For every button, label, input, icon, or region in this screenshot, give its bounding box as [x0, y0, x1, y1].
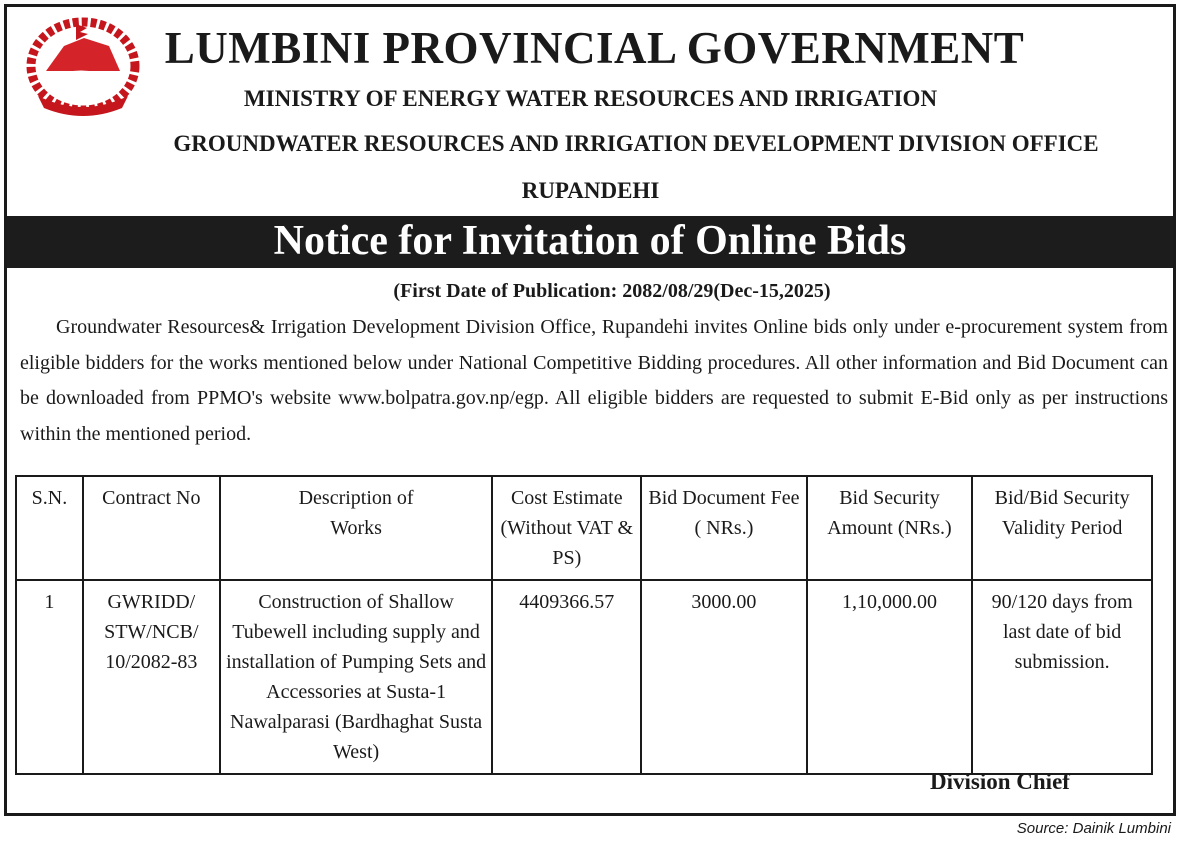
cell-bid-security: 1,10,000.00	[807, 580, 973, 774]
source-credit: Source: Dainik Lumbini	[1016, 820, 1171, 837]
government-title: LUMBINI PROVINCIAL GOVERNMENT	[164, 23, 1025, 73]
district-name: RUPANDEHI	[521, 178, 660, 203]
ministry-name: MINISTRY OF ENERGY WATER RESOURCES AND IRRIGATION	[243, 86, 938, 111]
header-sn: S.N.	[16, 476, 83, 580]
header-cost-estimate: Cost Estimate (Without VAT & PS)	[492, 476, 641, 580]
publication-date: (First Date of Publication: 2082/08/29(Dec-15,2025)	[393, 280, 831, 302]
table-header-row	[16, 476, 1152, 580]
bid-table	[15, 475, 1153, 775]
header-contract-no: Contract No	[83, 476, 220, 580]
cell-sn: 1	[16, 580, 83, 774]
notice-title: Notice for Invitation of Online Bids	[7, 216, 1173, 268]
cell-description: Construction of Shallow Tubewell including supply and installation of Pumping Sets and Accessories at Susta-1 Nawalparasi (Bardhaghat Susta West)	[220, 580, 493, 774]
cell-validity: 90/120 days from last date of bid submission.	[972, 580, 1152, 774]
header-description: Description of Works	[220, 476, 493, 580]
cell-cost-estimate: 4409366.57	[492, 580, 641, 774]
cell-bid-fee: 3000.00	[641, 580, 807, 774]
office-name: GROUNDWATER RESOURCES AND IRRIGATION DEVELOPMENT DIVISION OFFICE	[173, 131, 1099, 156]
notice-body: Groundwater Resources& Irrigation Development Division Office, Rupandehi invites Online bids only under e-procurement system from eligible bidders for the works mentioned below under National Competitive Bidding procedures. All other information and Bid Document can be downloaded from PPMO's website www.bolpatra.gov.np/egp. All eligible bidders are requested to submit E-Bid only as per instructions within the mentioned period.	[20, 316, 1168, 445]
header-bid-security: Bid Security Amount (NRs.)	[807, 476, 973, 580]
signature: Division Chief	[930, 769, 1070, 794]
table-row	[16, 580, 1152, 774]
header-validity: Bid/Bid Security Validity Period	[972, 476, 1152, 580]
header-bid-fee: Bid Document Fee ( NRs.)	[641, 476, 807, 580]
cell-contract-no: GWRIDD/ STW/NCB/ 10/2082-83	[83, 580, 220, 774]
